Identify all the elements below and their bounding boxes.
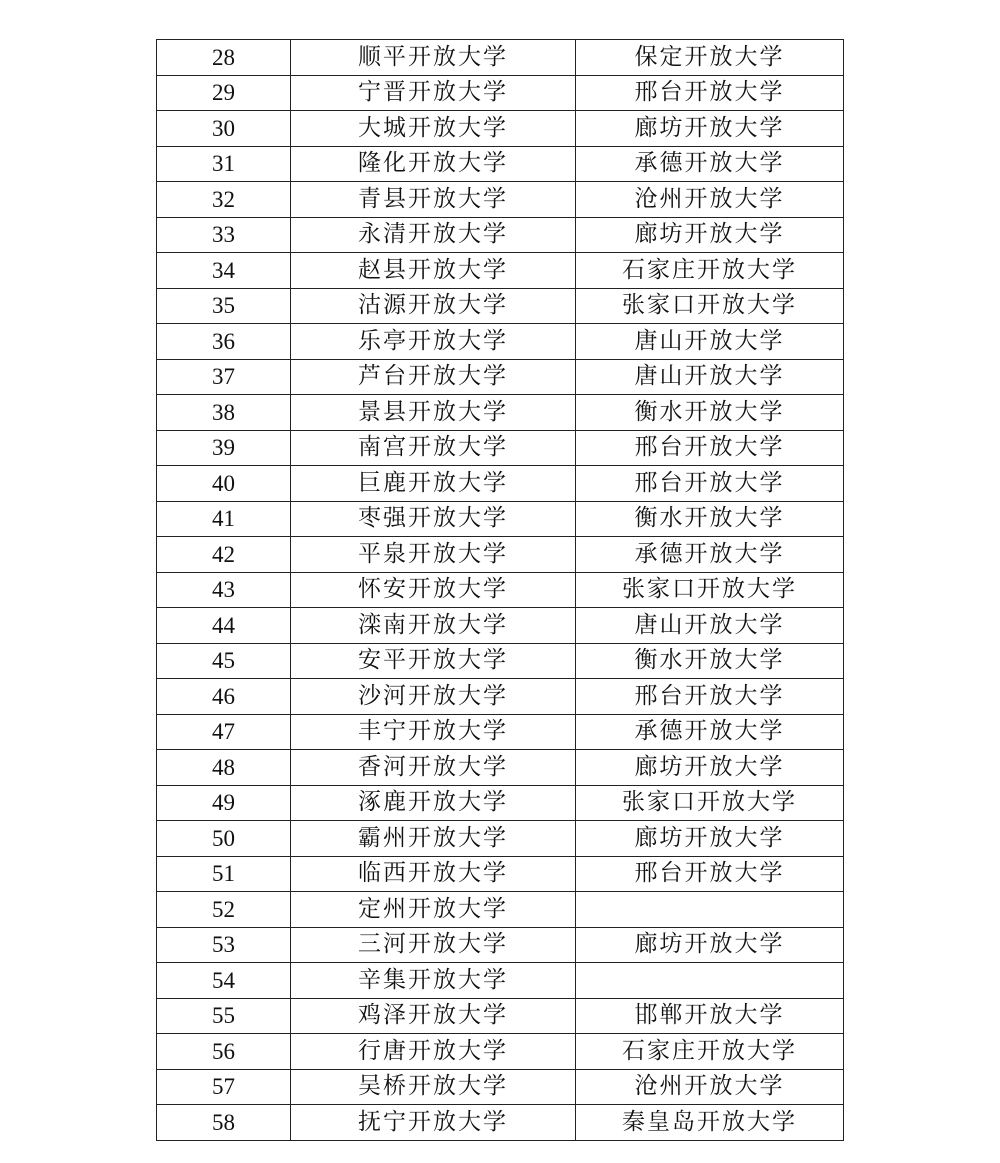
table-row [157,182,844,218]
university-name-cell: 鸡泽开放大学 [291,998,576,1034]
row-number-cell: 36 [157,324,291,360]
row-number-cell: 52 [157,892,291,928]
university-name-cell: 顺平开放大学 [291,40,576,76]
table-row [157,927,844,963]
university-name-cell: 丰宁开放大学 [291,714,576,750]
parent-university-cell: 廊坊开放大学 [576,821,844,857]
university-name-cell: 芦台开放大学 [291,359,576,395]
row-number-cell: 37 [157,359,291,395]
row-number-cell: 38 [157,395,291,431]
row-number-cell: 45 [157,643,291,679]
parent-university-cell: 衡水开放大学 [576,501,844,537]
row-number-cell: 46 [157,679,291,715]
table-row [157,892,844,928]
parent-university-cell: 张家口开放大学 [576,572,844,608]
parent-university-cell: 秦皇岛开放大学 [576,1105,844,1141]
university-name-cell: 行唐开放大学 [291,1034,576,1070]
university-table [156,39,844,1141]
row-number-cell: 41 [157,501,291,537]
university-name-cell: 三河开放大学 [291,927,576,963]
university-name-cell: 枣强开放大学 [291,501,576,537]
row-number-cell: 47 [157,714,291,750]
parent-university-cell: 保定开放大学 [576,40,844,76]
table-row [157,324,844,360]
university-name-cell: 平泉开放大学 [291,537,576,573]
row-number-cell: 42 [157,537,291,573]
table-row [157,40,844,76]
university-name-cell: 安平开放大学 [291,643,576,679]
row-number-cell: 40 [157,466,291,502]
row-number-cell: 57 [157,1069,291,1105]
parent-university-cell: 唐山开放大学 [576,608,844,644]
parent-university-cell: 承德开放大学 [576,537,844,573]
university-name-cell: 涿鹿开放大学 [291,785,576,821]
table-row [157,288,844,324]
university-name-cell: 定州开放大学 [291,892,576,928]
row-number-cell: 28 [157,40,291,76]
university-name-cell: 宁晋开放大学 [291,75,576,111]
table-row [157,1034,844,1070]
row-number-cell: 56 [157,1034,291,1070]
table-row [157,856,844,892]
table-row [157,714,844,750]
table-row [157,963,844,999]
table-row [157,608,844,644]
parent-university-cell: 石家庄开放大学 [576,1034,844,1070]
university-name-cell: 景县开放大学 [291,395,576,431]
university-name-cell: 沙河开放大学 [291,679,576,715]
parent-university-cell: 沧州开放大学 [576,182,844,218]
parent-university-cell: 衡水开放大学 [576,643,844,679]
parent-university-cell: 廊坊开放大学 [576,111,844,147]
table-row [157,430,844,466]
table-row [157,501,844,537]
table-row [157,1105,844,1141]
row-number-cell: 54 [157,963,291,999]
table-row [157,111,844,147]
university-name-cell: 吴桥开放大学 [291,1069,576,1105]
parent-university-cell [576,892,844,928]
university-name-cell: 怀安开放大学 [291,572,576,608]
parent-university-cell: 廊坊开放大学 [576,217,844,253]
table-row [157,643,844,679]
table-row [157,785,844,821]
parent-university-cell: 邢台开放大学 [576,430,844,466]
university-name-cell: 乐亭开放大学 [291,324,576,360]
parent-university-cell: 唐山开放大学 [576,324,844,360]
row-number-cell: 50 [157,821,291,857]
parent-university-cell: 廊坊开放大学 [576,927,844,963]
university-name-cell: 抚宁开放大学 [291,1105,576,1141]
row-number-cell: 51 [157,856,291,892]
row-number-cell: 58 [157,1105,291,1141]
row-number-cell: 55 [157,998,291,1034]
table-row [157,395,844,431]
parent-university-cell: 张家口开放大学 [576,785,844,821]
university-name-cell: 巨鹿开放大学 [291,466,576,502]
row-number-cell: 53 [157,927,291,963]
table-row [157,253,844,289]
row-number-cell: 48 [157,750,291,786]
row-number-cell: 32 [157,182,291,218]
university-name-cell: 霸州开放大学 [291,821,576,857]
table-row [157,146,844,182]
row-number-cell: 43 [157,572,291,608]
row-number-cell: 49 [157,785,291,821]
parent-university-cell: 廊坊开放大学 [576,750,844,786]
university-name-cell: 永清开放大学 [291,217,576,253]
university-name-cell: 南宫开放大学 [291,430,576,466]
parent-university-cell: 邢台开放大学 [576,75,844,111]
parent-university-cell: 承德开放大学 [576,714,844,750]
parent-university-cell: 邢台开放大学 [576,856,844,892]
row-number-cell: 31 [157,146,291,182]
parent-university-cell: 唐山开放大学 [576,359,844,395]
row-number-cell: 39 [157,430,291,466]
row-number-cell: 33 [157,217,291,253]
table-row [157,537,844,573]
table-row [157,466,844,502]
parent-university-cell: 沧州开放大学 [576,1069,844,1105]
university-name-cell: 香河开放大学 [291,750,576,786]
row-number-cell: 44 [157,608,291,644]
table-row [157,679,844,715]
row-number-cell: 34 [157,253,291,289]
parent-university-cell: 邢台开放大学 [576,466,844,502]
table-row [157,1069,844,1105]
parent-university-cell: 承德开放大学 [576,146,844,182]
table-row [157,359,844,395]
university-name-cell: 辛集开放大学 [291,963,576,999]
parent-university-cell: 邢台开放大学 [576,679,844,715]
university-name-cell: 青县开放大学 [291,182,576,218]
parent-university-cell: 石家庄开放大学 [576,253,844,289]
university-name-cell: 滦南开放大学 [291,608,576,644]
table-row [157,998,844,1034]
row-number-cell: 35 [157,288,291,324]
university-name-cell: 赵县开放大学 [291,253,576,289]
document-page [156,39,843,1141]
table-row [157,572,844,608]
university-name-cell: 大城开放大学 [291,111,576,147]
university-name-cell: 临西开放大学 [291,856,576,892]
parent-university-cell: 张家口开放大学 [576,288,844,324]
table-row [157,750,844,786]
parent-university-cell [576,963,844,999]
university-name-cell: 沽源开放大学 [291,288,576,324]
table-row [157,75,844,111]
parent-university-cell: 衡水开放大学 [576,395,844,431]
table-row [157,821,844,857]
parent-university-cell: 邯郸开放大学 [576,998,844,1034]
university-name-cell: 隆化开放大学 [291,146,576,182]
table-body [157,40,844,1141]
row-number-cell: 30 [157,111,291,147]
row-number-cell: 29 [157,75,291,111]
table-row [157,217,844,253]
